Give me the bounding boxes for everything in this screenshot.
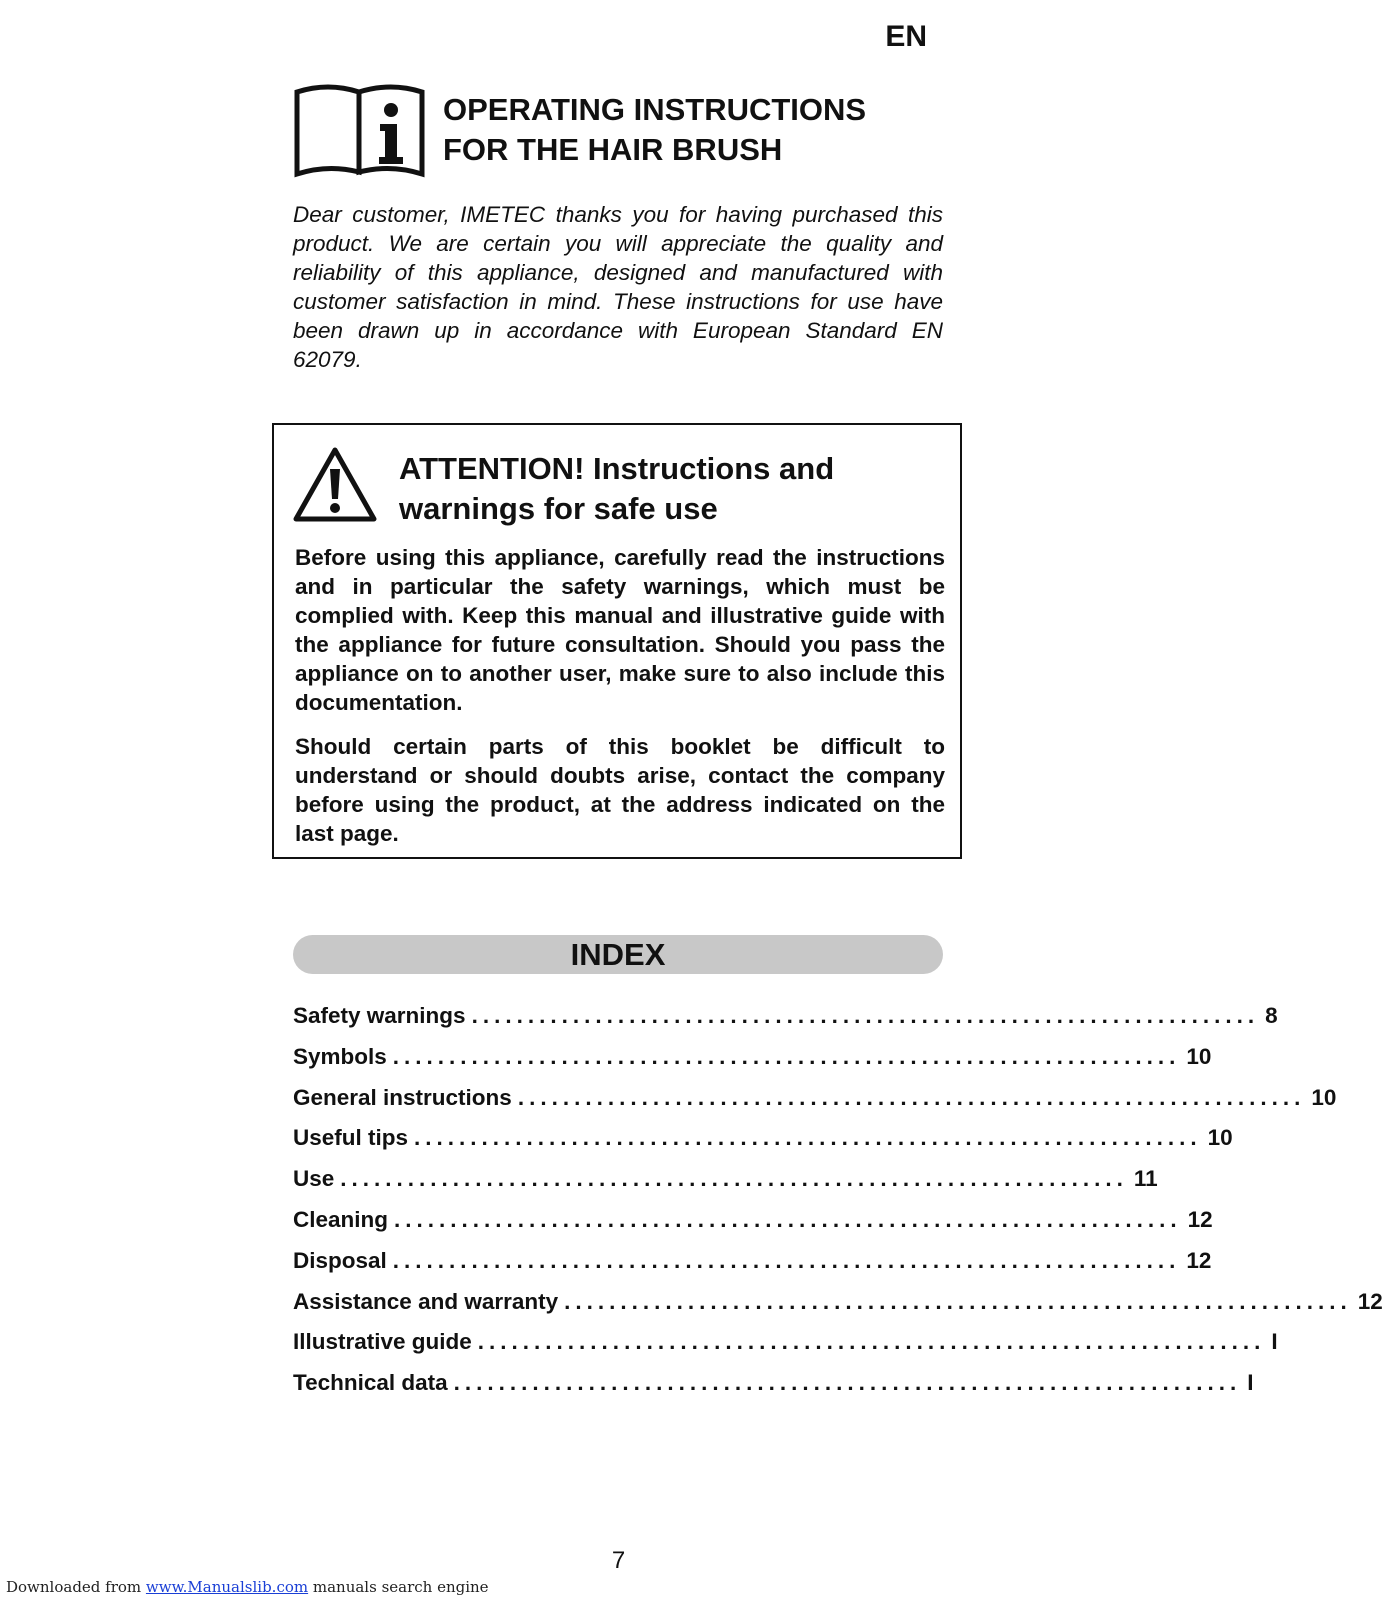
attention-title-line2: warnings for safe use	[399, 491, 718, 526]
index-item-page: 12	[1186, 1247, 1212, 1273]
leader-dots: ......................................................................	[477, 1329, 1266, 1355]
index-item[interactable]	[293, 1206, 1213, 1248]
document-title-line1: OPERATING INSTRUCTIONS	[443, 92, 867, 127]
index-item-page: I	[1271, 1329, 1278, 1355]
index-item-page: 11	[1133, 1166, 1158, 1192]
document-title	[443, 90, 866, 170]
document-title-line2: FOR THE HAIR BRUSH	[443, 132, 783, 167]
index-heading: INDEX	[293, 935, 943, 974]
index-list	[293, 1003, 1383, 1411]
index-item[interactable]	[293, 1288, 1383, 1330]
attention-title-line1: ATTENTION! Instructions and	[399, 451, 835, 486]
index-item-label: Cleaning	[293, 1206, 389, 1232]
index-item[interactable]	[293, 1329, 1278, 1370]
index-item-page: 8	[1265, 1003, 1278, 1028]
header	[293, 82, 943, 182]
index-item[interactable]	[293, 1084, 1337, 1126]
info-manual-icon	[293, 82, 428, 187]
index-item[interactable]	[293, 1043, 1212, 1085]
leader-dots: ......................................................................	[340, 1166, 1128, 1192]
download-footer	[6, 1578, 489, 1596]
attention-box	[272, 423, 962, 859]
index-item[interactable]	[293, 1370, 1254, 1411]
index-item-label: Safety warnings	[293, 1003, 466, 1028]
index-item[interactable]	[293, 1166, 1158, 1207]
leader-dots: ......................................................................	[394, 1206, 1182, 1232]
index-item-label: Illustrative guide	[293, 1329, 472, 1355]
index-item-label: Useful tips	[293, 1125, 409, 1151]
index-item-label: Assistance and warranty	[293, 1288, 559, 1314]
attention-paragraph: Should certain parts of this booklet be difficult to understand or should doubts arise, contact the company before using the product, at the address indicated on the last page.	[295, 734, 945, 846]
index-item[interactable]	[293, 1125, 1233, 1166]
footer-suffix: manuals search engine	[308, 1578, 489, 1596]
leader-dots: ......................................................................	[414, 1125, 1202, 1151]
index-item-page: I	[1247, 1370, 1254, 1396]
index-item-label: Technical data	[293, 1370, 448, 1396]
attention-paragraph: Before using this appliance, carefully read the instructions and in particular the safety warnings, which must be complied with. Keep this manual and illustrative guide with the appliance for future consultation. Should you pass the appliance on to another user, make sure to also include this documentation.	[295, 545, 945, 715]
index-item-page: 10	[1207, 1125, 1233, 1151]
index-item-page: 12	[1187, 1206, 1213, 1232]
leader-dots: ......................................................................	[517, 1084, 1306, 1110]
warning-triangle-icon	[292, 445, 378, 530]
manualslib-link[interactable]: www.Manualslib.com	[145, 1578, 309, 1596]
language-code: EN	[885, 20, 927, 53]
leader-dots: ......................................................................	[392, 1043, 1181, 1069]
index-item-label: Disposal	[293, 1247, 387, 1273]
index-item-label: General instructions	[293, 1084, 512, 1110]
attention-title	[399, 449, 939, 529]
leader-dots: ......................................................................	[564, 1288, 1352, 1314]
index-item[interactable]	[293, 1247, 1212, 1289]
index-item-page: 10	[1311, 1084, 1337, 1110]
footer-prefix: Downloaded from	[6, 1578, 146, 1596]
page-number: 7	[611, 1547, 626, 1574]
index-item-page: 10	[1186, 1043, 1212, 1069]
intro-paragraph: Dear customer, IMETEC thanks you for having purchased this product. We are certain you will appreciate the quality and reliability of this appliance, designed and manufactured with customer satisfaction in mind. These instructions for use have been drawn up in accordance with European Standard EN 62079.	[293, 202, 943, 372]
index-item-label: Use	[293, 1166, 335, 1192]
index-item-page: 12	[1357, 1288, 1383, 1314]
leader-dots: ......................................................................	[453, 1370, 1242, 1396]
leader-dots: ......................................................................	[471, 1003, 1260, 1028]
index-item[interactable]	[293, 1003, 1278, 1044]
index-item-label: Symbols	[293, 1043, 387, 1069]
attention-body	[295, 543, 945, 863]
leader-dots: ......................................................................	[392, 1247, 1181, 1273]
